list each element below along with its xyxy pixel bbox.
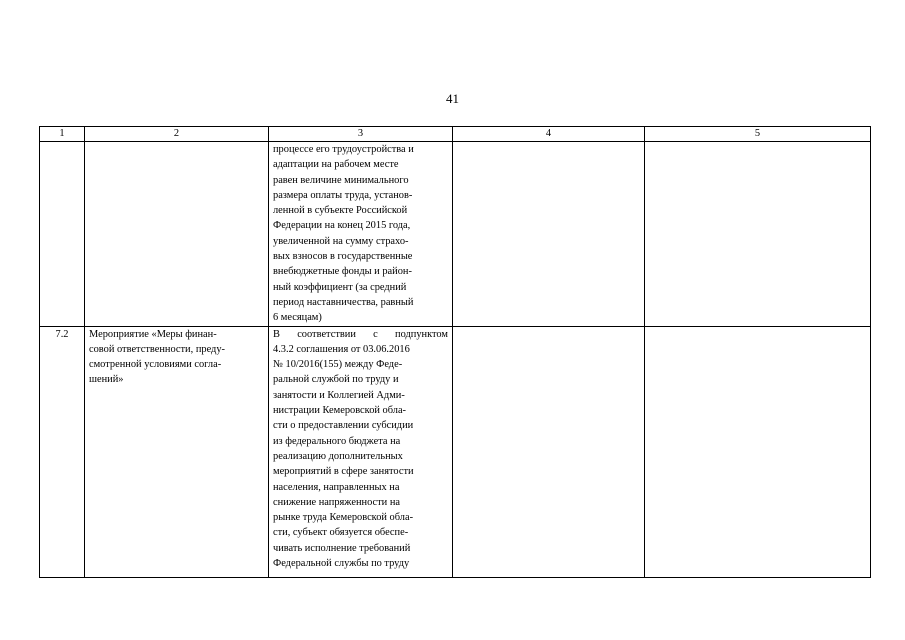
text-line: реализацию дополнительных [273,450,403,462]
text-line: период наставничества, равный [273,296,414,308]
text-line: мероприятий в сфере занятости [273,466,414,478]
text-line: равен величине минимального [273,174,409,186]
text-line: размера оплаты труда, установ- [273,189,413,201]
description-cell [269,326,453,577]
word: В [273,328,280,340]
text-line-justified [273,327,448,342]
text-line: ленной в субъекте Российской [273,205,408,217]
row-number-cell: 7.2 [40,326,85,577]
text-line: увеличенной на сумму страхо- [273,235,409,247]
text-line: нистрации Кемеровской обла- [273,405,407,417]
text-line: населения, направленных на [273,481,400,493]
text-line: из федерального бюджета на [273,435,401,447]
text-line: Мероприятие «Меры финан- [89,328,217,340]
description-cell [269,142,453,327]
word: соответствии [297,328,356,340]
text-line: рынке труда Кемеровской обла- [273,512,414,524]
text-line: адаптации на рабочем месте [273,159,399,171]
header-col-4: 4 [453,127,645,142]
table-header-row [40,127,871,142]
table-row [40,142,871,327]
text-line: № 10/2016(155) между Феде- [273,359,403,371]
text-line: 4.3.2 соглашения от 03.06.2016 [273,343,410,355]
text-line: совой ответственности, преду- [89,343,225,355]
header-col-5: 5 [645,127,871,142]
col4-cell [453,326,645,577]
text-line: Федерации на конец 2015 года, [273,220,411,232]
table-row [40,326,871,577]
measures-table [39,126,871,578]
header-col-2: 2 [85,127,269,142]
text-line: процессе его трудоустройства и [273,144,414,155]
text-line: ный коэффициент (за средний [273,281,407,293]
page-number: 41 [446,91,459,106]
text-line: Федеральной службы по труду [273,558,410,570]
header-col-3: 3 [269,127,453,142]
text-line: смотренной условиями согла- [89,359,222,371]
text-line: занятости и Коллегией Адми- [273,389,405,401]
text-line: вых взносов в государственные [273,251,413,263]
col5-cell [645,142,871,327]
col5-cell [645,326,871,577]
word: подпунктом [395,328,448,340]
text-line: сти о предоставлении субсидии [273,420,414,432]
word: с [373,328,378,340]
measure-name-cell [85,326,269,577]
text-line: чивать исполнение требований [273,542,411,554]
row-number-cell [40,142,85,327]
text-line: шений» [89,374,124,386]
text-line: 6 месяцам) [273,312,322,324]
text-line: ральной службой по труду и [273,374,399,386]
text-line: сти, субъект обязуется обеспе- [273,527,409,539]
text-line: внебюджетные фонды и район- [273,266,412,278]
measure-name-cell [85,142,269,327]
text-line: снижение напряженности на [273,496,401,508]
header-col-1: 1 [40,127,85,142]
col4-cell [453,142,645,327]
